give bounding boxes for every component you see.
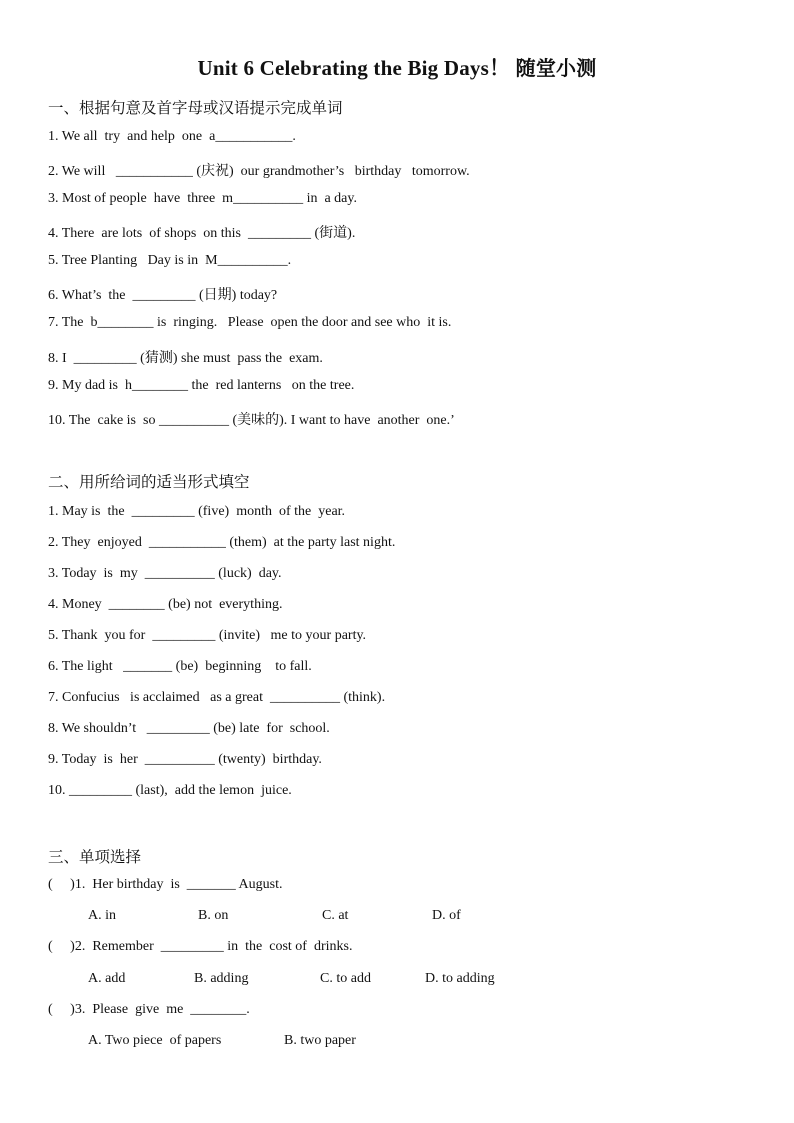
question-line: 10. _________ (last), add the lemon juice.: [48, 783, 292, 798]
title-chinese: 随堂小测: [515, 56, 597, 80]
mc-option: B. two paper: [284, 1033, 356, 1048]
question-line: 5. Tree Planting Day is in M__________.: [48, 253, 292, 268]
mc-option: A. in: [88, 908, 116, 923]
mc-option: B. adding: [194, 971, 249, 986]
section-2-heading: 二、用所给词的适当形式填空: [48, 473, 250, 491]
question-line: 6. The light _______ (be) beginning to fall.: [48, 659, 312, 674]
question-line: 5. Thank you for _________ (invite) me to your party.: [48, 628, 367, 643]
question-line: 7. Confucius is acclaimed as a great __________ (think).: [48, 690, 386, 705]
question-line: 6. What’s the _________ (日期) today?: [48, 288, 278, 303]
question-line: 4. Money ________ (be) not everything.: [48, 597, 283, 612]
question-line: 3. Today is my __________ (luck) day.: [48, 566, 282, 581]
question-line: 2. They enjoyed ___________ (them) at the party last night.: [48, 535, 396, 550]
question-line: 8. I _________ (猜测) she must pass the exam.: [48, 351, 323, 366]
page-title: [0, 52, 794, 82]
question-line: 2. We will ___________ (庆祝) our grandmother’s birthday tomorrow.: [48, 164, 470, 179]
question-line: 1. We all try and help one a___________.: [48, 129, 296, 144]
question-line: 7. The b________ is ringing. Please open the door and see who it is.: [48, 315, 452, 330]
question-line: 8. We shouldn’t _________ (be) late for school.: [48, 721, 330, 736]
mc-option: A. add: [88, 971, 126, 986]
mc-question-stem: ( )1. Her birthday is _______ August.: [48, 877, 283, 892]
mc-question-stem: ( )2. Remember _________ in the cost of drinks.: [48, 939, 353, 954]
section-1-heading: 一、根据句意及首字母或汉语提示完成单词: [48, 99, 343, 117]
mc-option: C. at: [322, 908, 349, 923]
mc-option: D. to adding: [425, 971, 495, 986]
mc-option: B. on: [198, 908, 229, 923]
mc-option: C. to add: [320, 971, 371, 986]
mc-option: D. of: [432, 908, 461, 923]
question-line: 9. My dad is h________ the red lanterns on the tree.: [48, 378, 355, 393]
mc-question-stem: ( )3. Please give me ________.: [48, 1002, 250, 1017]
question-line: 4. There are lots of shops on this _________ (街道).: [48, 226, 356, 241]
title-english: Unit 6 Celebrating the Big Days！: [197, 56, 511, 80]
mc-option: A. Two piece of papers: [88, 1033, 222, 1048]
question-line: 1. May is the _________ (five) month of the year.: [48, 504, 346, 519]
question-line: 9. Today is her __________ (twenty) birthday.: [48, 752, 322, 767]
section-3-heading: 三、单项选择: [48, 848, 142, 866]
question-line: 10. The cake is so __________ (美味的). I want to have another one.’: [48, 413, 455, 428]
question-line: 3. Most of people have three m__________ in a day.: [48, 191, 357, 206]
